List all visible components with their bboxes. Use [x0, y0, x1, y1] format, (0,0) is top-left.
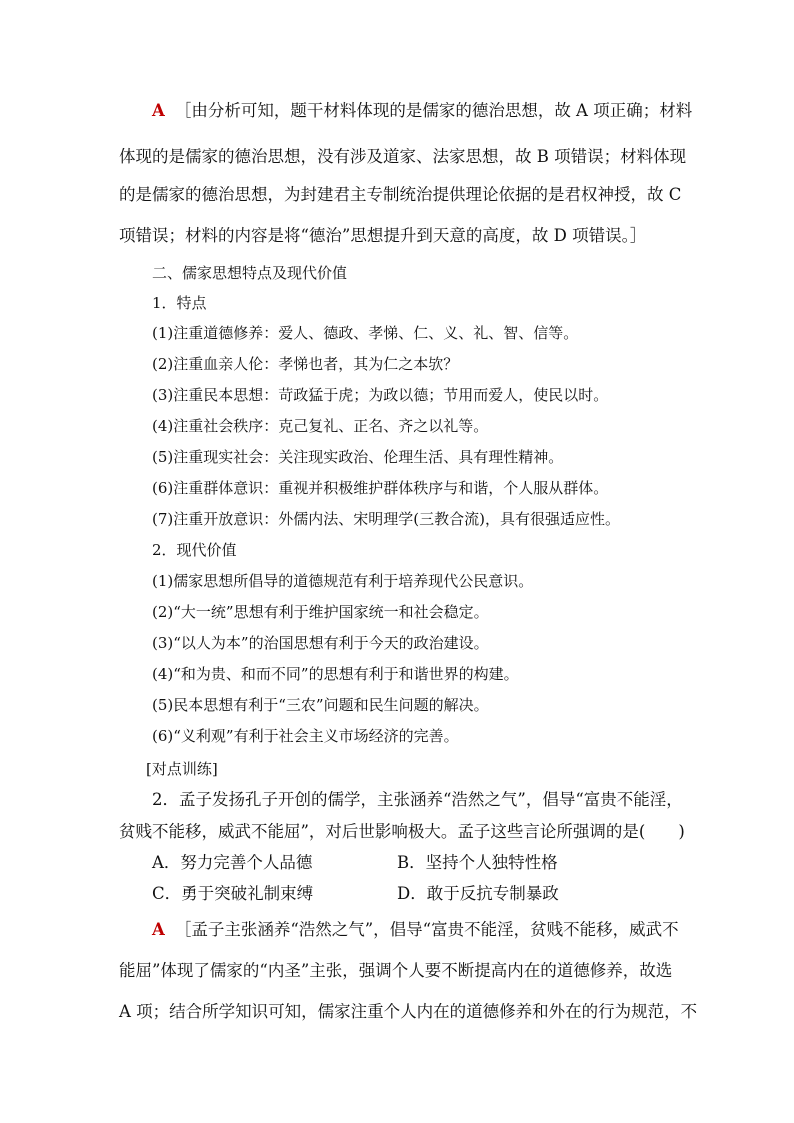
- feature-item: (1)注重道德修养：爱人、德政、孝悌、仁、义、礼、智、信等。: [152, 324, 579, 342]
- answer-1-line-2: 体现的是儒家的德治思想，没有涉及道家、法家思想，故 B 项错误；材料体现: [119, 147, 687, 166]
- answer-2-line-2: 能屈”体现了儒家的“内圣”主张，强调个人要不断提高内在的道德修养，故选: [119, 961, 673, 980]
- question-2-stem-line-1: 2．孟子发扬孔子开创的儒学，主张涵养“浩然之气”，倡导“富贵不能淫，: [152, 790, 683, 809]
- option-d: D．敢于反抗专制暴政: [397, 884, 559, 903]
- answer-1-line-4: 项错误；材料的内容是将“德治”思想提升到天意的高度，故 D 项错误。］: [119, 226, 647, 245]
- value-item: (3)“以人为本”的治国思想有利于今天的政治建设。: [152, 634, 489, 652]
- question-2-stem-line-2: 贫贱不能移，威武不能屈”，对后世影响极大。孟子这些言论所强调的是( ): [119, 822, 685, 841]
- option-a: A．努力完善个人品德: [152, 853, 313, 872]
- feature-item: (4)注重社会秩序：克己复礼、正名、齐之以礼等。: [152, 417, 489, 435]
- answer-1-line-1: A ［由分析可知，题干材料体现的是儒家的德治思想，故 A 项正确；材料: [152, 101, 693, 120]
- option-b: B．坚持个人独特性格: [397, 853, 558, 872]
- answer-1-letter: A: [152, 101, 165, 120]
- value-item: (4)“和为贵、和而不同”的思想有利于和谐世界的构建。: [152, 665, 519, 683]
- answer-1-line-3: 的是儒家的德治思想，为封建君主专制统治提供理论依据的是君权神授，故 C: [119, 185, 682, 204]
- feature-item: (5)注重现实社会：关注现实政治、伦理生活、具有理性精神。: [152, 448, 564, 466]
- value-item: (6)“义利观”有利于社会主义市场经济的完善。: [152, 727, 459, 745]
- features-heading: 1．特点: [152, 294, 207, 312]
- feature-item: (3)注重民本思想：苛政猛于虎；为政以德；节用而爱人，使民以时。: [152, 386, 609, 404]
- answer-2-line-3: A 项；结合所学知识可知，儒家注重个人内在的道德修养和外在的行为规范，不: [119, 1002, 698, 1021]
- value-item: (2)“大一统”思想有利于维护国家统一和社会稳定。: [152, 603, 489, 621]
- feature-item: (6)注重群体意识：重视并积极维护群体秩序与和谐，个人服从群体。: [152, 479, 609, 497]
- value-item: (1)儒家思想所倡导的道德规范有利于培养现代公民意识。: [152, 572, 534, 590]
- answer-2-line-1: A ［孟子主张涵养“浩然之气”，倡导“富贵不能淫，贫贱不能移，威武不: [152, 920, 679, 939]
- option-c: C．勇于突破礼制束缚: [152, 884, 314, 903]
- feature-item: (2)注重血亲人伦：孝悌也者，其为仁之本欤？: [152, 355, 459, 373]
- value-item: (5)民本思想有利于“三农”问题和民生问题的解决。: [152, 696, 489, 714]
- answer-2-letter: A: [152, 920, 165, 939]
- section-title: 二、儒家思想特点及现代价值: [152, 264, 348, 282]
- values-heading: 2．现代价值: [152, 541, 237, 559]
- feature-item: (7)注重开放意识：外儒内法、宋明理学(三教合流)，具有很强适应性。: [152, 510, 620, 528]
- training-label: [对点训练]: [146, 760, 218, 778]
